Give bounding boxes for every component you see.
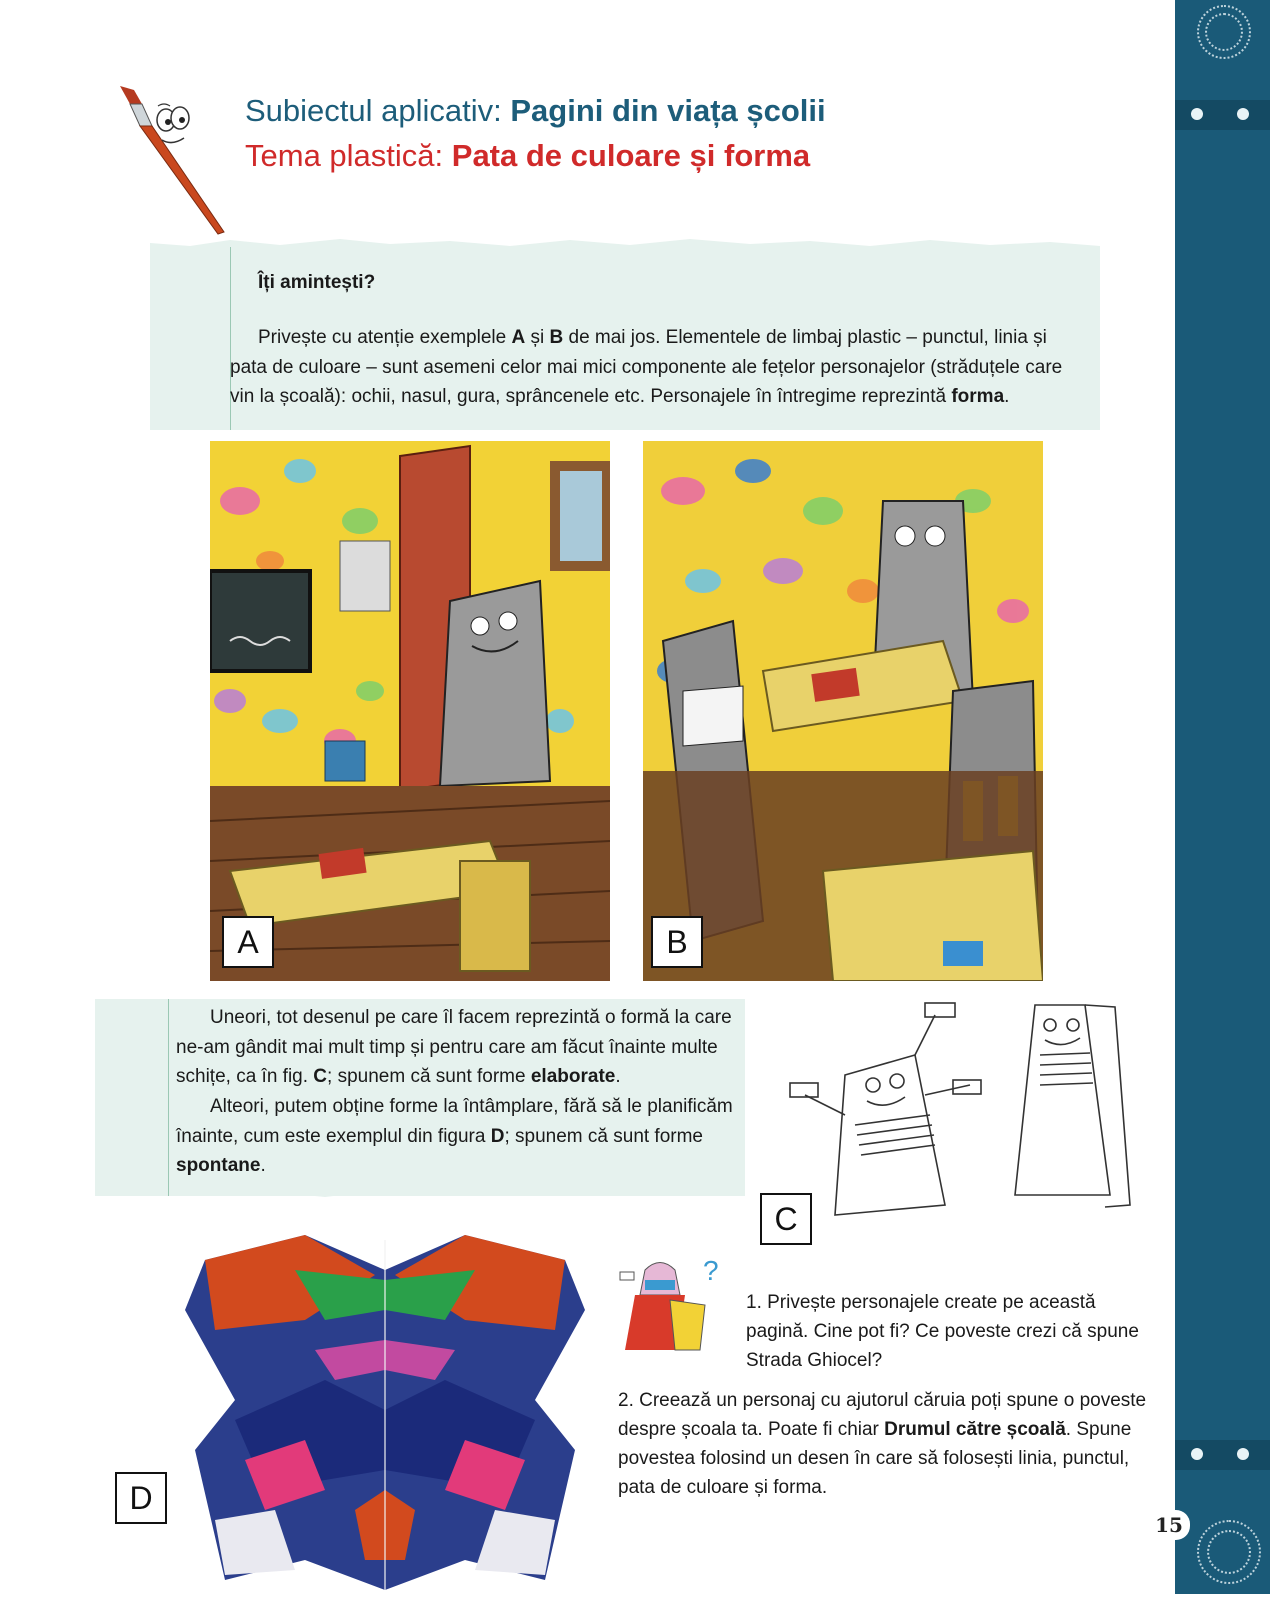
text-run: 2. Creează un personaj cu ajutorul căruia poți spune o poveste despre școala ta. Poate fi chiar [618, 1390, 1147, 1440]
text-bold: D [490, 1125, 505, 1147]
question-1: 1. Privește personajele create pe această pagină. Cine pot fi? Ce poveste crezi că spune Strada Ghiocel? [746, 1292, 1139, 1371]
text-bold: C [313, 1066, 328, 1087]
svg-text:?: ? [703, 1255, 719, 1286]
figure-label-a: A [222, 916, 274, 968]
theme-label: Tema plastică: [245, 138, 444, 173]
sidebar-dot [1191, 108, 1203, 120]
text-run: Alteori, putem obține forme la întâmplare, fără să le planificăm înainte, cum este exemplul din figura [176, 1096, 733, 1147]
torn-edge-top [150, 237, 1100, 251]
illustration-b-desks [643, 441, 1043, 981]
question-2 [618, 1386, 1168, 1502]
text-run: și [525, 327, 550, 348]
illustration-a-classroom [210, 441, 610, 981]
sidebar-dot [1237, 1448, 1249, 1460]
text-run: . [260, 1155, 266, 1176]
text-run: . Spune povestea folosind un desen în care să folosești linia, punctul, pata de culoare și forma. [618, 1419, 1132, 1498]
text-bold: spontane [176, 1155, 261, 1176]
side-decoration-bar [1175, 0, 1270, 1594]
text-bold: forma [951, 386, 1005, 407]
text-run: Privește cu atenție exemplele [258, 327, 512, 348]
sidebar-dot [1237, 108, 1249, 120]
text-run: ; spunem că sunt forme [327, 1066, 531, 1087]
torn-edge-bottom [95, 1186, 745, 1200]
illustration-c-sketches [785, 995, 1165, 1225]
remember-heading: Îți amintești? [258, 272, 376, 293]
page-subject-title [245, 92, 826, 130]
sidebar-ring [1207, 1530, 1251, 1574]
panel-margin-line [168, 999, 169, 1196]
text-bold: elaborate [530, 1066, 616, 1087]
remember-paragraph [230, 323, 1080, 412]
sidebar-band [1175, 100, 1270, 130]
sidebar-dot [1191, 1448, 1203, 1460]
sidebar-ring [1205, 13, 1243, 51]
text-bold: Drumul către școală [884, 1419, 1066, 1440]
figure-label-d: D [115, 1472, 167, 1524]
text-run: ; spunem că sunt forme [504, 1125, 704, 1147]
illustration-d-ink-blot [175, 1230, 595, 1600]
page-theme-title [245, 137, 810, 175]
spontaneous-forms-paragraph [176, 1092, 741, 1181]
text-bold: A [511, 327, 526, 348]
text-run: . [1004, 386, 1010, 407]
page-number: 15 [1148, 1510, 1190, 1540]
figure-label-b: B [651, 916, 703, 968]
text-run: . [615, 1066, 621, 1087]
theme-value: Pata de culoare și forma [451, 138, 811, 173]
paintbrush-mascot-icon [112, 82, 232, 237]
elaborate-forms-paragraph [176, 1003, 741, 1092]
subject-label: Subiectul aplicativ: [245, 93, 502, 128]
text-bold: B [549, 327, 564, 348]
sidebar-band [1175, 1440, 1270, 1470]
figure-label-c: C [760, 1193, 812, 1245]
text-run: Uneori, tot desenul pe care îl facem reprezintă o formă la care ne-am gândit mai mult timp și pentru care am făcut înainte multe schițe, ca în fig. [176, 1007, 732, 1087]
question-mascot-icon [615, 1250, 730, 1355]
text-run: de mai jos. Elementele de limbaj plastic – punctul, linia și pata de culoare – sunt asemeni celor mai mici componente ale fețelor personajelor (străduțele care vin la școală): ochii, nasul, gura, sprâncenele etc. Personajele în întregime reprezintă [230, 327, 1063, 407]
subject-value: Pagini din viața școlii [510, 93, 826, 128]
